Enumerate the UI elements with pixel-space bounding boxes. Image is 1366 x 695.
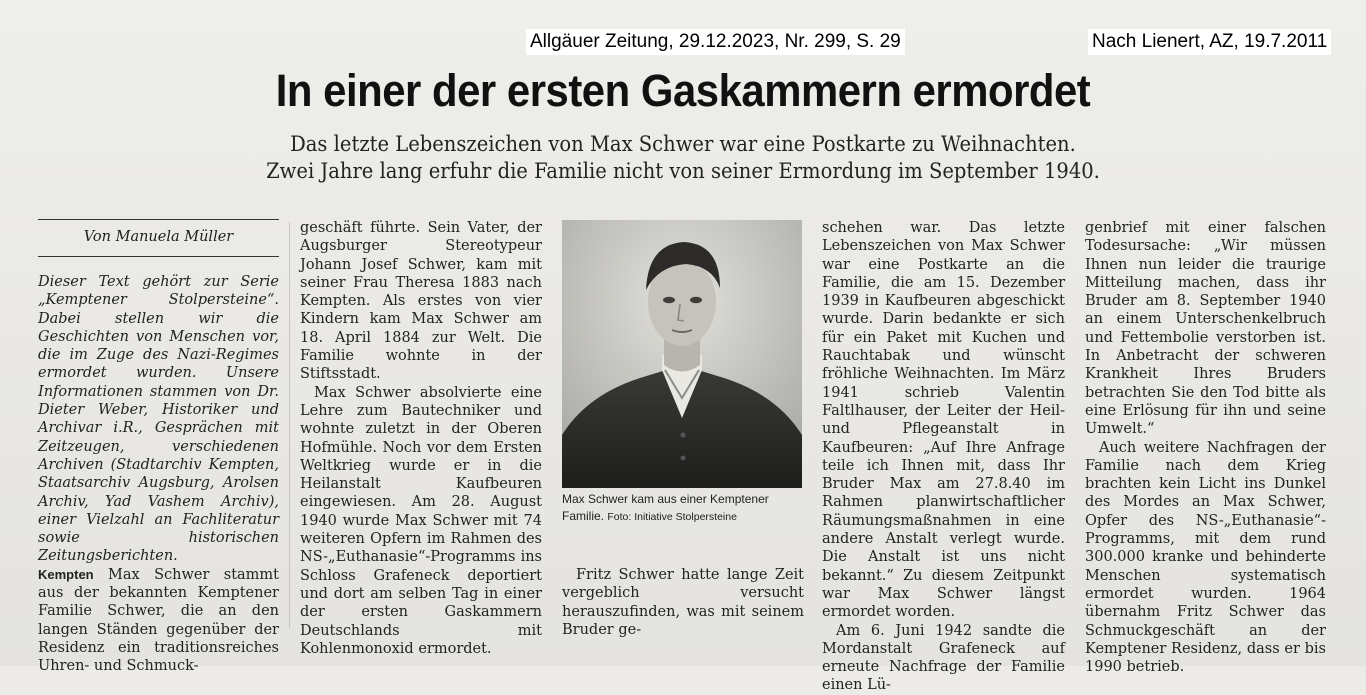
article-column-4	[822, 219, 1065, 695]
column-4-paragraph: schehen war. Das letzte Lebenszeichen von Max Schwer war eine Postkarte an die Familie, die am 15. Dezember 1939 in Kaufbeuren abgeschickt wurde. Darin bedankte er sich für ein Paket mit Kuchen und Rauchtabak und wünscht fröhliche Weihnachten. Im März 1941 schrieb Valentin Faltlhauser, der Leiter der Heil- und Pflegeanstalt in Kaufbeuren: „Auf Ihre Anfrage teile ich Ihnen mit, dass Ihr Bruder Max am 27.8.40 im Rahmen planwirtschaftlicher Räumungsmaßnahmen in eine andere Anstalt verlegt wurde. Die Anstalt ist uns nicht bekannt.“ Zu diesem Zeitpunkt war Max Schwer längst ermordet worden.	[822, 220, 1065, 621]
column-4-paragraph: Am 6. Juni 1942 sandte die Mordanstalt Grafeneck auf erneute Nachfrage der Familie einen Lü-	[822, 622, 1065, 694]
source-citation-left: Allgäuer Zeitung, 29.12.2023, Nr. 299, S. 29	[526, 29, 905, 55]
caption-text: Max Schwer kam aus einer Kemptener Familie.	[562, 492, 769, 523]
column-2-paragraph: Max Schwer absolvierte eine Lehre zum Bautechniker und wohnte zuletzt in der Oberen Hofmühle. Noch vor dem Ersten Weltkrieg wurde er in die Heilanstalt Kaufbeuren eingewiesen. Am 28. August 1940 wurde Max Schwer mit 74 weiteren Opfern im Rahmen des NS-„Euthanasie“-Programms ins Schloss Grafeneck deportiert und dort am selben Tag in einer der ersten Gaskammern Deutschlands mit Kohlenmonoxid ermordet.	[300, 384, 542, 657]
byline-rule-bottom	[38, 256, 279, 257]
dateline: Kempten	[38, 566, 94, 582]
subheadline-line-1: Das letzte Lebenszeichen von Max Schwer war eine Postkarte zu Weihnachten.	[290, 132, 1076, 156]
headline: In einer der ersten Gaskammern ermordet	[275, 65, 1091, 116]
column-5-paragraph: Auch weitere Nachfragen der Familie nach dem Krieg brachten kein Licht ins Dunkel des Mordes an Max Schwer, Opfer des NS-„Euthanasie“-Programms, mit dem rund 300.000 kranke und behinderte Menschen systematisch ermordet wurden. 1964 übernahm Fritz Schwer das Schmuckgeschäft an der Kemptener Residenz, dass er bis 1990 betrieb.	[1085, 439, 1326, 676]
byline-rule-top	[38, 219, 279, 220]
column-3-paragraph: Fritz Schwer hatte lange Zeit vergeblich versucht herauszufinden, was mit seinem Bruder ge-	[562, 567, 804, 638]
column-1-body	[38, 566, 279, 676]
byline: Von Manuela Müller	[83, 229, 234, 245]
article-column-1	[38, 273, 279, 676]
subheadline-line-2: Zwei Jahre lang erfuhr die Familie nicht von seiner Ermordung im September 1940.	[266, 159, 1100, 183]
column-2-paragraph: geschäft führte. Sein Vater, der Augsburger Stereotypeur Johann Josef Schwer, kam mit seiner Frau Theresa 1883 nach Kempten. Als erstes von vier Kindern kam Max Schwer am 18. April 1884 zur Welt. Die Familie wohnte in der Stiftsstadt.	[300, 220, 542, 383]
photo-credit: Foto: Initiative Stolpersteine	[607, 511, 737, 523]
article-column-2	[300, 219, 542, 658]
article-column-3	[562, 566, 804, 639]
portrait-photo-max-schwer	[562, 220, 802, 488]
article-column-5	[1085, 219, 1326, 676]
column-1-text: Max Schwer stammt aus der bekannten Kemptener Familie Schwer, die an den langen Ständen gegenüber der Residenz ein traditionsreiches Uhren- und Schmuck-	[38, 566, 280, 675]
photo-caption	[562, 491, 807, 526]
series-intro: Dieser Text gehört zur Serie „Kemptener Stolpersteine“. Dabei stellen wir die Geschichten von Menschen vor, die im Zuge des Nazi-Regimes ermordet wurden. Unsere Informationen stammen von Dr. Dieter Weber, Historiker und Archivar i.R., Gesprächen mit Zeitzeugen, verschiedenen Archiven (Stadtarchiv Kempten, Staatsarchiv Augsburg, Arolsen Archiv, Yad Vashem Archiv), einer Vielzahl an Fachliteratur sowie historischen Zeitungsberichten.	[38, 274, 279, 565]
column-divider	[289, 222, 290, 628]
column-5-paragraph: genbrief mit einer falschen Todesursache: „Wir müssen Ihnen nun leider die traurige Mitteilung machen, dass ihr Bruder am 8. September 1940 an einem Unterschenkelbruch und Fettembolie verstorben ist. In Anbetracht der schweren Krankheit Ihres Bruders betrachten Sie den Tod bitte als eine Erlösung für ihn und seine Umwelt.“	[1085, 220, 1326, 438]
source-citation-right: Nach Lienert, AZ, 19.7.2011	[1088, 29, 1331, 55]
